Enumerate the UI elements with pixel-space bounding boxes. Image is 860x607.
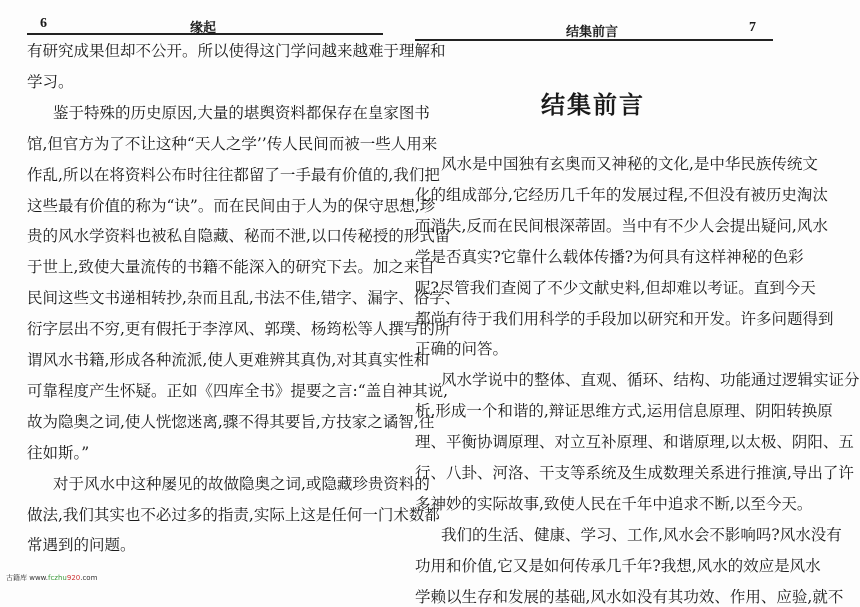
text-line: 可靠程度产生怀疑。正如《四库全书》提要之言:“盖自神其说, xyxy=(27,381,449,400)
text-line: 故为隐奥之词,使人恍惚迷离,骤不得其要旨,方技家之谲智,往 xyxy=(27,412,435,431)
text-line: 鉴于特殊的历史原因,大量的堪舆资料都保存在皇家图书 xyxy=(53,103,430,122)
text-line: 都尚有待于我们用科学的手段加以研究和开发。许多问题得到 xyxy=(415,309,834,328)
text-line: 析,形成一个和谐的,辩证思维方式,运用信息原理、阴阳转换原 xyxy=(415,402,833,421)
text-line: 有研究成果但却不公开。所以使得这门学问越来越难于理解和 xyxy=(27,42,446,60)
text-line: 学赖以生存和发展的基础,风水如没有其功效、作用、应验,就不 xyxy=(415,587,844,606)
text-line: 功用和价值,它又是如何传承几千年?我想,风水的效应是风水 xyxy=(415,556,821,575)
running-title: 缘起 xyxy=(190,21,217,36)
text-line: 于世上,致使大量流传的书籍不能深入的研究下去。加之来自 xyxy=(27,258,435,277)
text-line: 风水是中国独有玄奥而又神秘的文化,是中华民族传统文 xyxy=(441,155,818,173)
text-line: 学是否真实?它靠什么载体传播?为何具有这样神秘的色彩 xyxy=(415,247,804,266)
text-line: 作乱,所以在将资料公布时往往都留了一手最有价值的,我们把 xyxy=(27,165,440,184)
text-line: 谓风水书籍,形成各种流派,使人更难辨其真伪,对其真实性和 xyxy=(27,351,430,369)
page-number: 7 xyxy=(749,20,756,35)
header-rule xyxy=(27,33,383,35)
text-line: 风水学说中的整体、直观、循环、结构、功能通过逻辑实证分 xyxy=(441,371,860,390)
running-title: 结集前言 xyxy=(566,25,619,40)
text-line: 学习。 xyxy=(27,72,74,91)
watermark: 古籍库 www.fczhu920.com xyxy=(6,574,98,582)
text-line: 这些最有价值的称为“诀”。而在民间由于人为的保守思想,珍 xyxy=(27,196,436,215)
text-line: 馆,但官方为了不让这种“天人之学’’传人民间而被一些人用来 xyxy=(27,134,438,153)
header-rule xyxy=(415,39,773,41)
right-page xyxy=(400,0,860,606)
text-line: 往如斯。” xyxy=(27,443,90,462)
text-line: 衍字层出不穷,更有假托于李淳风、郭璞、杨筠松等人撰写的所 xyxy=(27,320,451,339)
text-line: 我们的生活、健康、学习、工作,风水会不影响吗?风水没有 xyxy=(441,525,842,544)
text-line: 正确的问答。 xyxy=(415,340,509,359)
text-line: 化的组成部分,它经历几千年的发展过程,不但没有被历史淘汰 xyxy=(415,185,828,204)
text-line: 贵的风水学资料也被私自隐藏、秘而不泄,以口传秘授的形式留 xyxy=(27,227,451,246)
text-line: 常遇到的问题。 xyxy=(27,536,136,555)
page-number: 6 xyxy=(40,16,47,31)
text-line: 而消失,反而在民间根深蒂固。当中有不少人会提出疑问,风水 xyxy=(415,216,828,235)
text-line: 做法,我们其实也不必过多的指责,实际上这是任何一门术数都 xyxy=(27,505,440,524)
text-line: 行、八卦、河洛、干支等系统及生成数理关系进行推演,导出了许 xyxy=(415,464,854,482)
text-line: 对于风水中这种屡见的故做隐奥之词,或隐藏珍贵资料的 xyxy=(53,474,430,493)
text-line: 呢?尽管我们查阅了不少文献史料,但却难以考证。直到今天 xyxy=(415,278,816,297)
text-line: 多神妙的实际故事,致使人民在千年中追求不断,以至今天。 xyxy=(415,494,813,513)
chapter-title: 结集前言 xyxy=(541,91,645,119)
text-line: 理、平衡协调原理、对立互补原理、和谐原理,以太极、阴阳、五 xyxy=(415,433,854,452)
text-line: 民间这些文书递相转抄,杂而且乱,书法不佳,错字、漏字、俗字、 xyxy=(27,289,461,308)
